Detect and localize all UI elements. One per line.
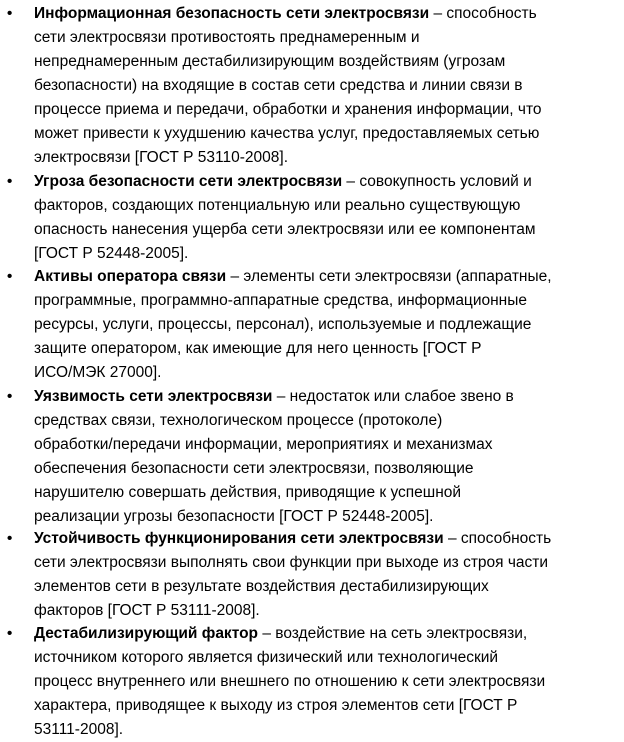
term-name: Уязвимость сети электросвязи — [34, 388, 273, 405]
definition-line: средствах связи, технологическом процессе (протоколе) — [34, 412, 443, 429]
definition-line: сети электросвязи выполнять свои функции при выходе из строя части — [34, 554, 549, 571]
definition-line: характера, приводящее к выходу из строя элементов сети [ГОСТ Р — [34, 697, 518, 714]
definition-line: нарушителю совершать действия, приводящие к успешной — [34, 484, 462, 501]
definition-line — [34, 170, 614, 194]
definition-line: опасность нанесения ущерба сети электросвязи или ее компонентам — [34, 221, 536, 238]
definition-line: процесс внутреннего или внешнего по отношению к сети электросвязи — [34, 673, 546, 690]
definition-fragment: – совокупность условий и — [342, 173, 532, 190]
definition-text — [34, 265, 614, 385]
definition-line — [34, 2, 614, 26]
definition-fragment: – воздействие на сеть электросвязи, — [258, 625, 528, 642]
definition-line: безопасности) на входящие в состав сети средства и линии связи в — [34, 77, 523, 94]
term-name: Информационная безопасность сети электросвязи — [34, 5, 430, 22]
definition-line: защите оператором, как имеющие для него ценность [ГОСТ Р — [34, 340, 482, 357]
term-name: Угроза безопасности сети электросвязи — [34, 173, 343, 190]
bullet-icon: • — [7, 268, 13, 285]
bullet-icon: • — [7, 530, 13, 547]
term-name: Дестабилизирующий фактор — [34, 625, 259, 642]
definition-line — [34, 265, 614, 289]
definition-line: может привести к ухудшению качества услуг, предоставляемых сетью — [34, 125, 540, 142]
definition-line: факторов [ГОСТ Р 53111-2008]. — [34, 602, 260, 619]
definition-line — [34, 385, 614, 409]
definition-line: сети электросвязи противостоять преднамеренным и — [34, 29, 420, 46]
definition-line: элементов сети в результате воздействия дестабилизирующих — [34, 578, 489, 595]
definition-line: факторов, создающих потенциальную или реально существующую — [34, 197, 521, 214]
definition-line: программные, программно-аппаратные средства, информационные — [34, 292, 527, 309]
definition-line: процессе приема и передачи, обработки и хранения информации, что — [34, 101, 542, 118]
definition-line — [34, 527, 614, 551]
definition-line: реализации угрозы безопасности [ГОСТ Р 52448-2005]. — [34, 508, 434, 525]
definition-fragment: – элементы сети электросвязи (аппаратные, — [226, 268, 552, 285]
definition-text — [34, 527, 614, 623]
definition-line: [ГОСТ Р 52448-2005]. — [34, 245, 189, 262]
definition-text — [34, 2, 614, 170]
bullet-icon: • — [7, 388, 13, 405]
bullet-icon: • — [7, 5, 13, 22]
definition-text — [34, 170, 614, 266]
definition-line: источником которого является физический или технологический — [34, 649, 499, 666]
term-name: Устойчивость функционирования сети электросвязи — [34, 530, 444, 547]
definition-line: непреднамеренным дестабилизирующим воздействиям (угрозам — [34, 53, 506, 70]
bullet-icon: • — [7, 173, 13, 190]
definition-fragment: – недостаток или слабое звено в — [272, 388, 514, 405]
definition-line: ИСО/МЭК 27000]. — [34, 364, 162, 381]
definition-line: ресурсы, услуги, процессы, персонал), используемые и подлежащие — [34, 316, 532, 333]
definition-line: 53111-2008]. — [34, 721, 124, 738]
term-name: Активы оператора связи — [34, 268, 227, 285]
definition-text — [34, 385, 614, 529]
definition-line: электросвязи [ГОСТ Р 53110-2008]. — [34, 149, 288, 166]
bullet-icon: • — [7, 625, 13, 642]
definition-fragment: – способность — [429, 5, 537, 22]
definition-text — [34, 622, 614, 742]
definition-line: обеспечения безопасности сети электросвязи, позволяющие — [34, 460, 474, 477]
definition-line — [34, 622, 614, 646]
definition-line: обработки/передачи информации, мероприятиях и механизмах — [34, 436, 493, 453]
definition-fragment: – способность — [443, 530, 552, 547]
